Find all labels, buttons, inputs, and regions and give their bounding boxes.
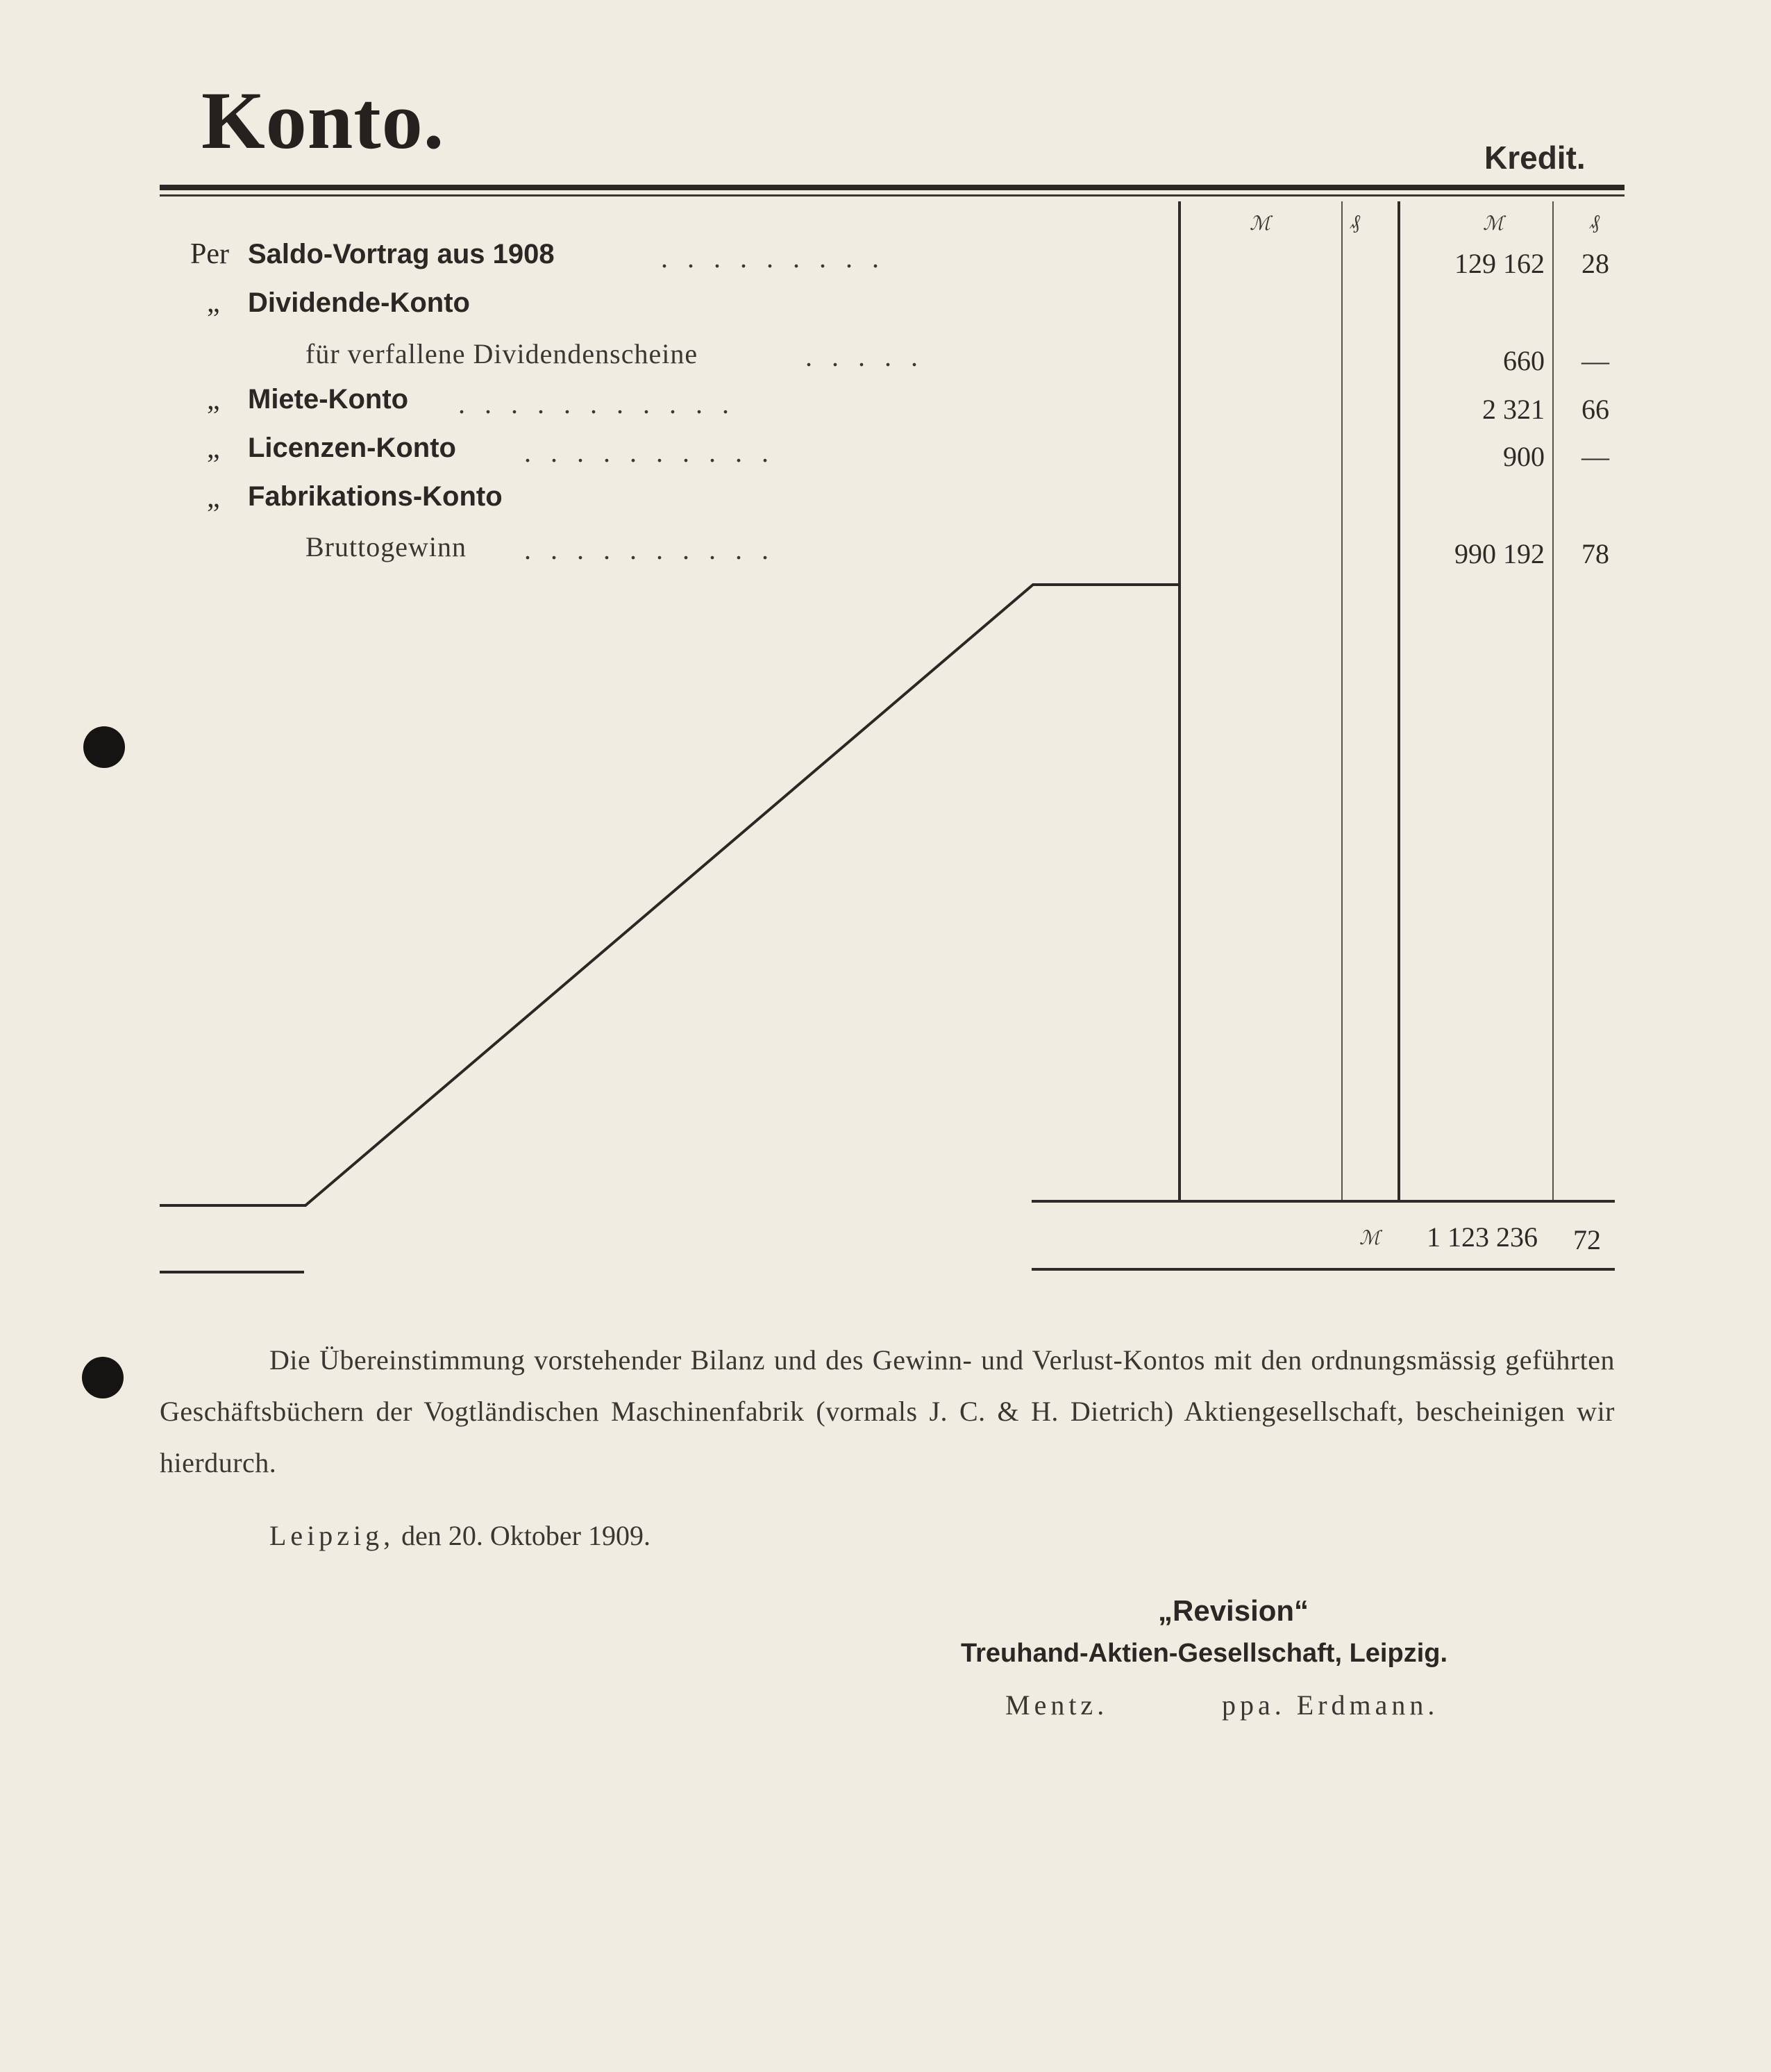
entry-mark: 2 321 bbox=[1482, 394, 1545, 425]
place-date bbox=[269, 1519, 651, 1552]
entry-pf: 66 bbox=[1581, 394, 1609, 425]
entry-label: Dividende-Konto bbox=[248, 287, 470, 318]
page-title: Konto. bbox=[201, 75, 445, 166]
entry-pf: 78 bbox=[1581, 538, 1609, 569]
entry-pf: — bbox=[1581, 345, 1609, 376]
entry-prefix: „ bbox=[207, 433, 220, 465]
certification-paragraph bbox=[160, 1335, 1615, 1489]
entry-mark: 129 162 bbox=[1454, 248, 1545, 279]
entry-pf: 28 bbox=[1581, 248, 1609, 279]
signature-signer-2: ppa. Erdmann. bbox=[1222, 1689, 1439, 1721]
entry-prefix: Per bbox=[190, 238, 229, 270]
entry-mark: 660 bbox=[1503, 345, 1545, 376]
entry-label: Fabrikations-Konto bbox=[248, 481, 503, 512]
entry-mark: 900 bbox=[1503, 441, 1545, 472]
total-pf: 72 bbox=[1573, 1224, 1601, 1255]
leader-dots: .......... bbox=[524, 437, 788, 468]
column-header-pf: ₰ bbox=[1590, 212, 1600, 233]
entry-sublabel: Bruttogewinn bbox=[305, 531, 467, 562]
signature-firm: „Revision“ bbox=[1158, 1594, 1309, 1627]
entry-label: Miete-Konto bbox=[248, 384, 409, 415]
leader-dots: ..... bbox=[805, 341, 937, 372]
entry-prefix: „ bbox=[207, 482, 220, 514]
total-currency: ℳ bbox=[1359, 1228, 1380, 1249]
column-header-mark: ℳ bbox=[1483, 213, 1504, 235]
signature-signer-1: Mentz. bbox=[1005, 1689, 1109, 1721]
place: Leipzig, bbox=[269, 1520, 395, 1551]
entry-mark: 990 192 bbox=[1454, 538, 1545, 569]
punch-hole bbox=[82, 1357, 124, 1398]
punch-hole bbox=[83, 726, 125, 768]
entry-prefix: „ bbox=[207, 384, 220, 416]
side-label: Kredit. bbox=[1484, 140, 1586, 176]
entry-label: Saldo-Vortrag aus 1908 bbox=[248, 239, 555, 269]
column-header-mark: ℳ bbox=[1250, 213, 1270, 235]
certification-text: Die Übereinstimmung vorstehender Bilanz und des Gewinn- und Verlust-Kontos mit den ordnungsmässig geführten Geschäftsbüchern der Vogtländischen Maschinenfabrik (vormals J. C. & H. Dietrich) Aktiengesellschaft, bescheinigen wir hierdurch. bbox=[160, 1344, 1615, 1478]
date: den 20. Oktober 1909. bbox=[401, 1520, 651, 1551]
total-mark: 1 123 236 bbox=[1427, 1221, 1538, 1253]
leader-dots: ......... bbox=[661, 242, 898, 274]
entry-sublabel: für verfallene Dividendenscheine bbox=[305, 338, 698, 369]
leader-dots: ........... bbox=[458, 388, 748, 419]
column-header-pf: ₰ bbox=[1350, 212, 1360, 233]
entry-label: Licenzen-Konto bbox=[248, 433, 456, 463]
signature-company: Treuhand-Aktien-Gesellschaft, Leipzig. bbox=[961, 1639, 1448, 1668]
entry-pf: — bbox=[1581, 441, 1609, 472]
leader-dots: .......... bbox=[524, 534, 788, 565]
entry-prefix: „ bbox=[207, 287, 220, 319]
